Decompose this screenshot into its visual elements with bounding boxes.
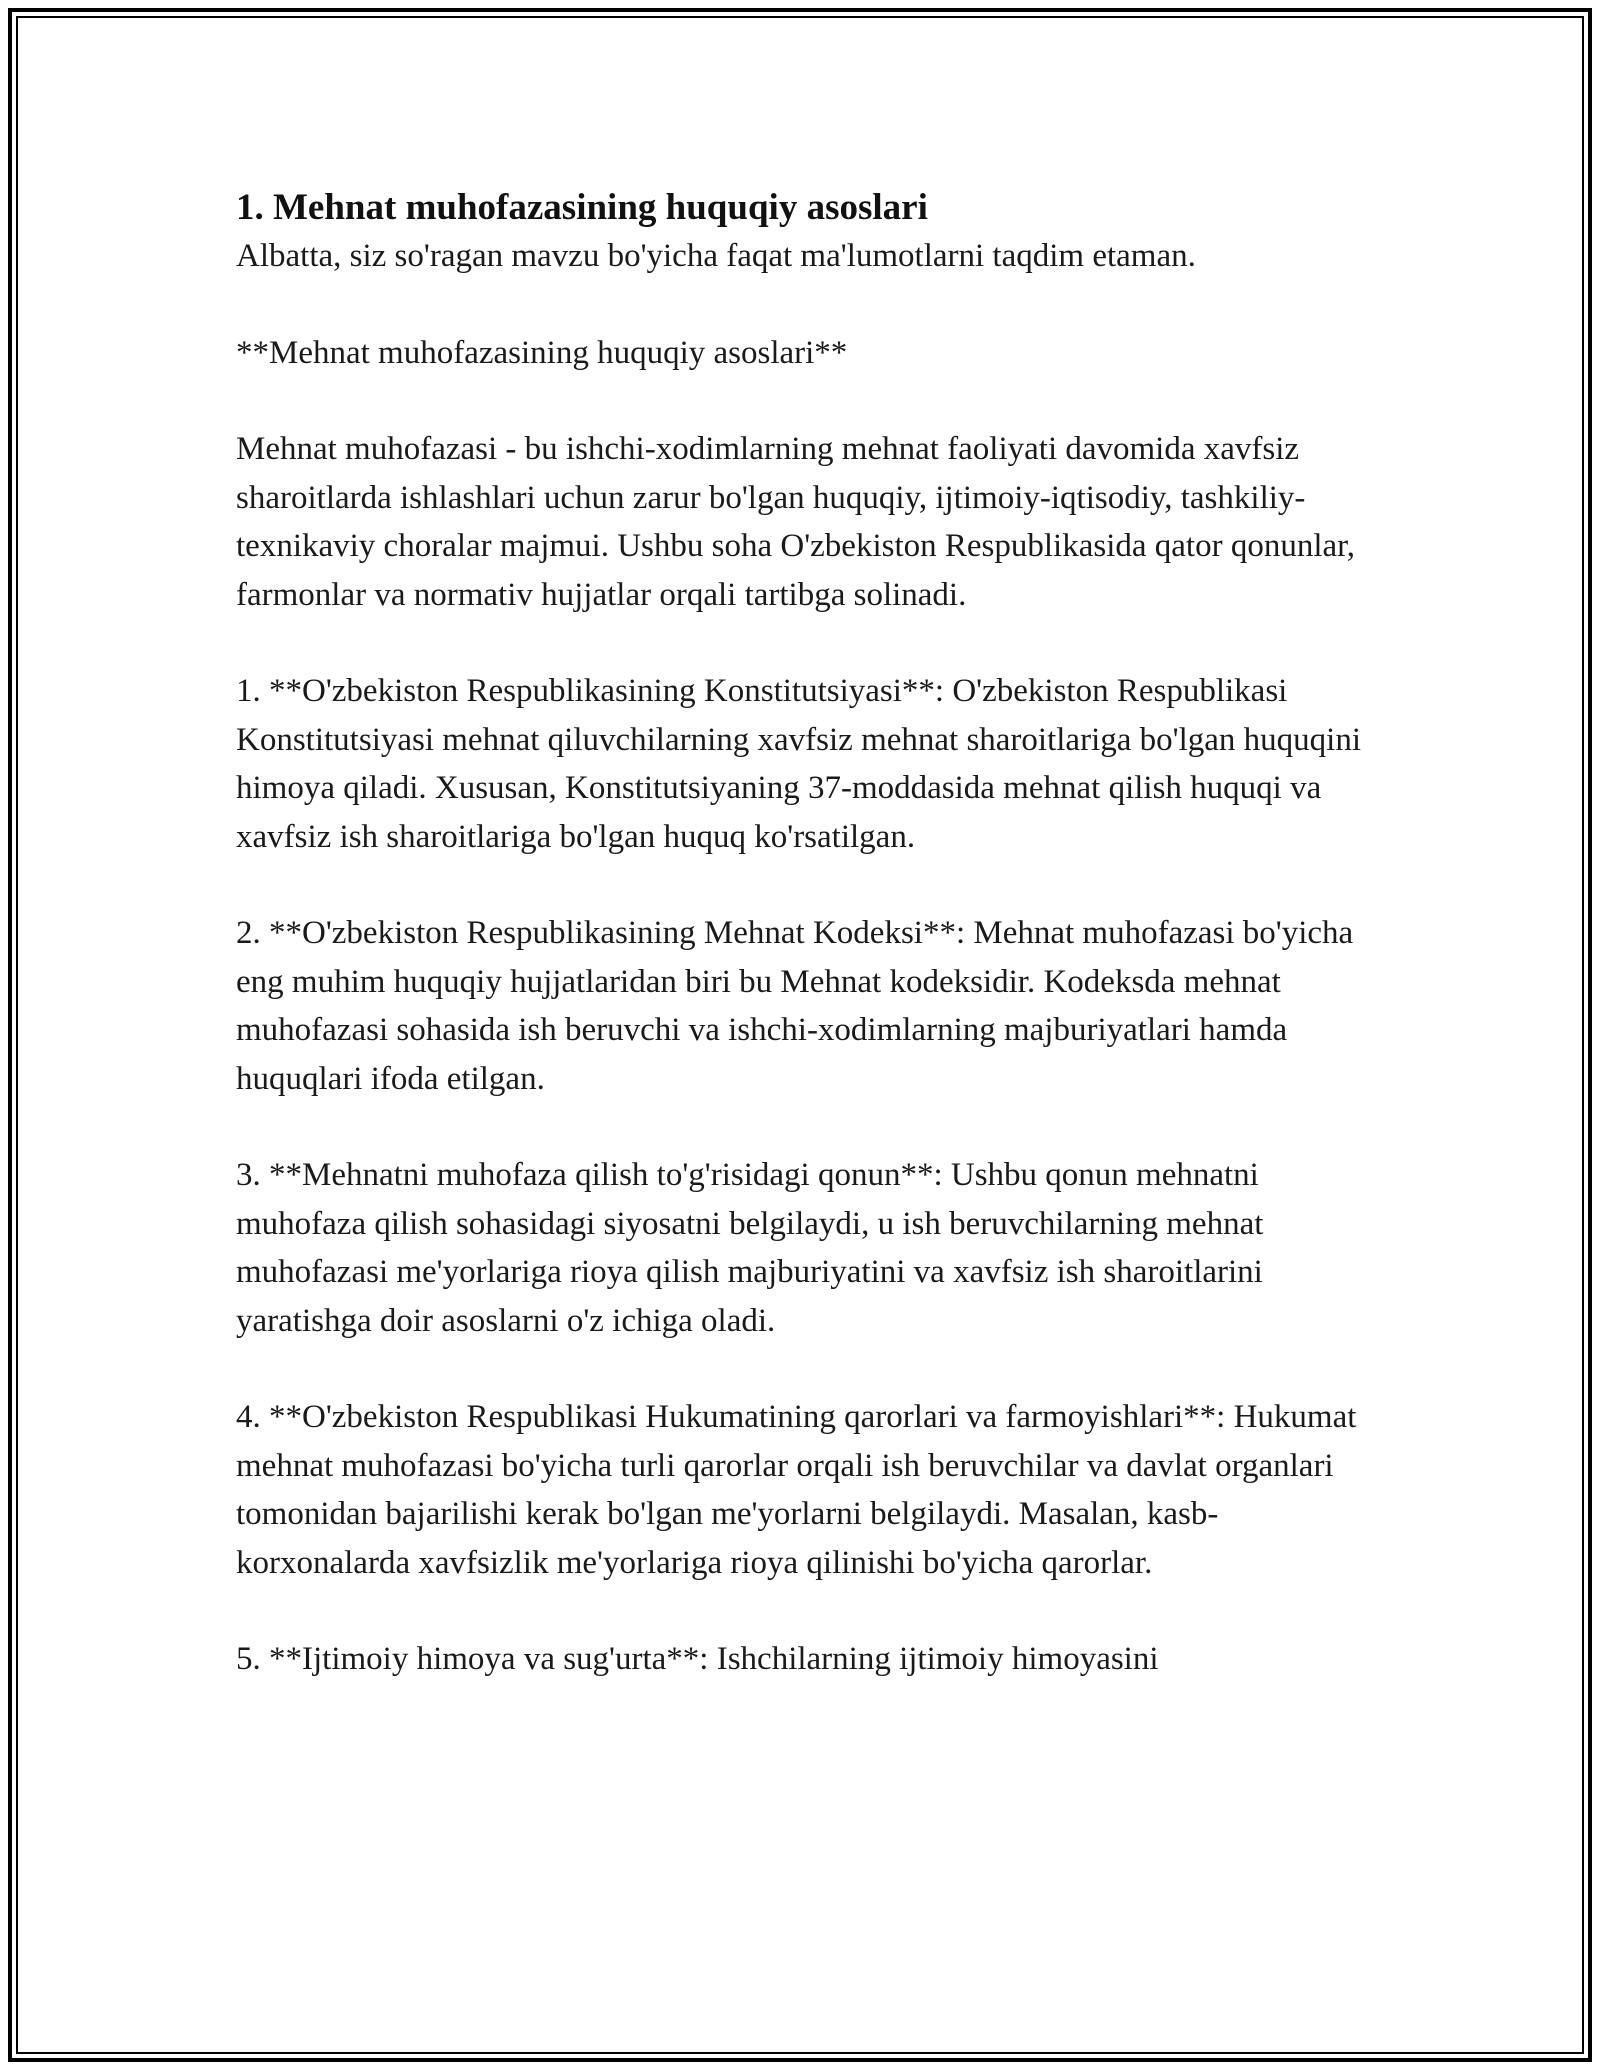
list-item-labor-code: 2. **O'zbekiston Respublikasining Mehnat Kodeksi**: Mehnat muhofazasi bo'yicha eng muhim huquqiy hujjatlaridan biri bu Mehnat kodeksidir. Kodeksda mehnat muhofazasi sohasida ish beruvchi va ishchi-xodimlarning majburiyatlari hamda huquqlari ifoda etilgan. xyxy=(236,915,1354,1097)
list-item-constitution: 1. **O'zbekiston Respublikasining Konstitutsiyasi**: O'zbekiston Respublikasi Konstitutsiyasi mehnat qiluvchilarning xavfsiz mehnat sharoitlariga bo'lgan huquqini himoya qiladi. Xususan, Konstitutsiyaning 37-moddasida mehnat qilish huquqi va xavfsiz ish sharoitlariga bo'lgan huquq ko'rsatilgan. xyxy=(236,673,1361,855)
list-item-government-decrees: 4. **O'zbekiston Respublikasi Hukumatining qarorlari va farmoyishlari**: Hukumat mehnat muhofazasi bo'yicha turli qarorlar orqali ish beruvchilar va davlat organlari tomonidan bajarilishi kerak bo'lgan me'yorlarni belgilaydi. Masalan, kasb-korxonalarda xavfsizlik me'yorlariga rioya qilinishi bo'yicha qarorlar. xyxy=(236,1399,1357,1581)
definition-paragraph: Mehnat muhofazasi - bu ishchi-xodimlarning mehnat faoliyati davomida xavfsiz sharoitlarda ishlashlari uchun zarur bo'lgan huquqiy, ijtimoiy-iqtisodiy, tashkiliy-texnikaviy choralar majmui. Ushbu soha O'zbekiston Respublikasida qator qonunlar, farmonlar va normativ hujjatlar orqali tartibga solinadi. xyxy=(236,431,1356,613)
list-item-labor-protection-law: 3. **Mehnatni muhofaza qilish to'g'risidagi qonun**: Ushbu qonun mehnatni muhofaza qilish sohasidagi siyosatni belgilaydi, u ish beruvchilarning mehnat muhofazasi me'yorlariga rioya qilish majburiyatini va xavfsiz ish sharoitlarini yaratishga doir asoslarni o'z ichiga oladi. xyxy=(236,1157,1264,1339)
list-item-social-protection: 5. **Ijtimoiy himoya va sug'urta**: Ishchilarning ijtimoiy himoyasini xyxy=(236,1641,1159,1677)
intro-paragraph: Albatta, siz so'ragan mavzu bo'yicha faqat ma'lumotlarni taqdim etaman. xyxy=(236,238,1196,274)
document-body xyxy=(236,184,1372,1684)
subtitle-paragraph: **Mehnat muhofazasining huquqiy asoslari** xyxy=(236,334,848,371)
document-heading: 1. Mehnat muhofazasining huquqiy asoslari xyxy=(236,187,928,228)
